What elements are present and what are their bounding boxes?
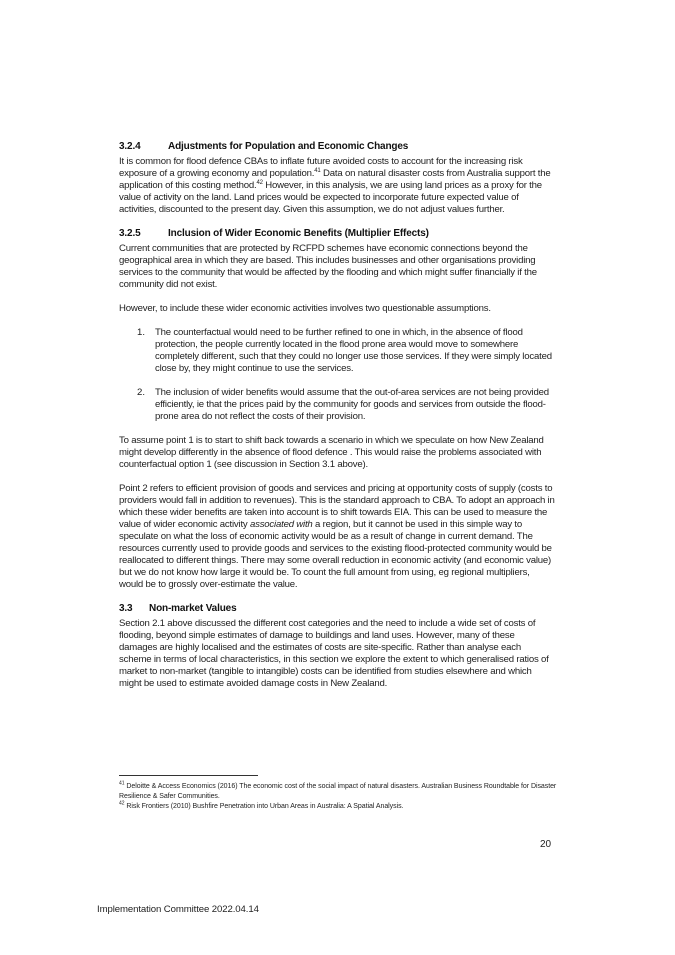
list-item-text: The inclusion of wider benefits would assume that the out-of-area services are not being provided efficiently, ie that the prices paid by the community for goods and services from outside the flood-prone area do not reflect the costs of their provision. xyxy=(155,387,549,422)
footnote-ref-41: 41 xyxy=(314,167,321,174)
text-run: a region, but it cannot be used in this simple way to speculate on what the loss of economic activity would be as a result of change in current demand. The resources currently used to provide goods and services to the existing flood-protected community would be reallocated to different things. There may some overall reduction in economic activity (and economic value) but we do not know how large it would be. To count the full amount from using, eg regional multipliers, would be to grossly over-estimate the value. xyxy=(119,519,552,590)
page-number: 20 xyxy=(540,839,552,850)
section-number: 3.3 xyxy=(119,603,133,614)
footnote-text: Deloitte & Access Economics (2016) The economic cost of the social impact of natural disasters. Australian Business Roundtable for Disaster Resilience & Safer Communities. xyxy=(119,783,557,800)
footnotes xyxy=(119,782,559,812)
list-item xyxy=(119,327,555,375)
section-heading-3-2-5 xyxy=(119,227,555,241)
section-number: 3.2.5 xyxy=(119,228,141,239)
page-footer: Implementation Committee 2022.04.14 xyxy=(97,904,259,915)
text-run: It is common for flood defence CBAs to inflate future avoided costs to account for the increasing risk exposure of a growing economy and population. xyxy=(119,156,523,179)
section-3-3-paragraph: Section 2.1 above discussed the different cost categories and the need to include a wide set of costs of flooding, beyond simple estimates of damage to buildings and land uses. However, many of these damages are highly localised and the estimates of costs are site-specific. Rather than analyse each scheme in terms of local characteristics, in this section we explore the extent to which generalised ratios of market to non-market (tangible to intangible) costs can be identified from studies elsewhere and which might be used to estimate avoided damage costs in New Zealand. xyxy=(119,618,549,689)
section-3-2-5-paragraph-1: Current communities that are protected by RCFPD schemes have economic connections beyond the geographical area in which they are based. This includes businesses and other organisations providing services to the community that would be affected by the flooding and which might suffer financially if the community did not exist. xyxy=(119,243,537,290)
section-heading-3-2-4 xyxy=(119,140,555,154)
section-title: Non-market Values xyxy=(149,603,237,614)
footnote-number: 42 xyxy=(119,800,125,807)
footnote-ref-42: 42 xyxy=(256,179,263,186)
footnote-42 xyxy=(119,802,559,812)
footnote-text: Risk Frontiers (2010) Bushfire Penetration into Urban Areas in Australia: A Spatial Analysis. xyxy=(124,803,404,810)
section-title: Inclusion of Wider Economic Benefits (Multiplier Effects) xyxy=(168,228,429,239)
footnote-number: 41 xyxy=(119,780,125,787)
list-marker: 2. xyxy=(137,387,146,398)
section-3-2-5-paragraph-4 xyxy=(119,483,555,591)
section-heading-3-3 xyxy=(119,602,555,616)
text-run: Data on natural disaster costs from Australia support the application of this costing method. xyxy=(119,168,551,191)
section-3-2-5-paragraph-2: However, to include these wider economic activities involves two questionable assumptions. xyxy=(119,303,491,314)
section-3-2-5-paragraph-3: To assume point 1 is to start to shift back towards a scenario in which we speculate on how New Zealand might develop differently in the absence of flood defence . This would raise the problems associated with counterfactual option 1 (see discussion in Section 3.1 above). xyxy=(119,435,544,470)
footnote-divider xyxy=(119,775,258,776)
section-number: 3.2.4 xyxy=(119,141,141,152)
section-3-2-4-paragraph xyxy=(119,156,555,216)
text-run: Point 2 refers to efficient provision of goods and services and pricing at opportunity costs of supply (costs to providers would fall in addition to revenues). This is the standard approach to CBA. To adopt an approach in which these wider benefits are taken into account is to shift towards EIA. This can be used to measure the value of wider economic activity xyxy=(119,483,555,530)
list-marker: 1. xyxy=(137,327,146,338)
emphasis-text: associated with xyxy=(249,519,313,530)
list-item-text: The counterfactual would need to be further refined to one in which, in the absence of flood protection, the people currently located in the flood prone area would move to somewhere completely different, such that they could no longer use those services. If they were simply located close by, they might continue to use the services. xyxy=(155,327,552,374)
list-item xyxy=(119,387,555,423)
text-run: However, in this analysis, we are using land prices as a proxy for the value of activity on the land. Land prices would be expected to incorporate future expected value of activities, discounted to the present day. Given this assumption, we do not adjust values further. xyxy=(119,180,542,215)
page-body xyxy=(119,140,555,690)
section-title: Adjustments for Population and Economic Changes xyxy=(168,141,409,152)
assumptions-list xyxy=(119,327,555,423)
footnote-41 xyxy=(119,782,559,802)
